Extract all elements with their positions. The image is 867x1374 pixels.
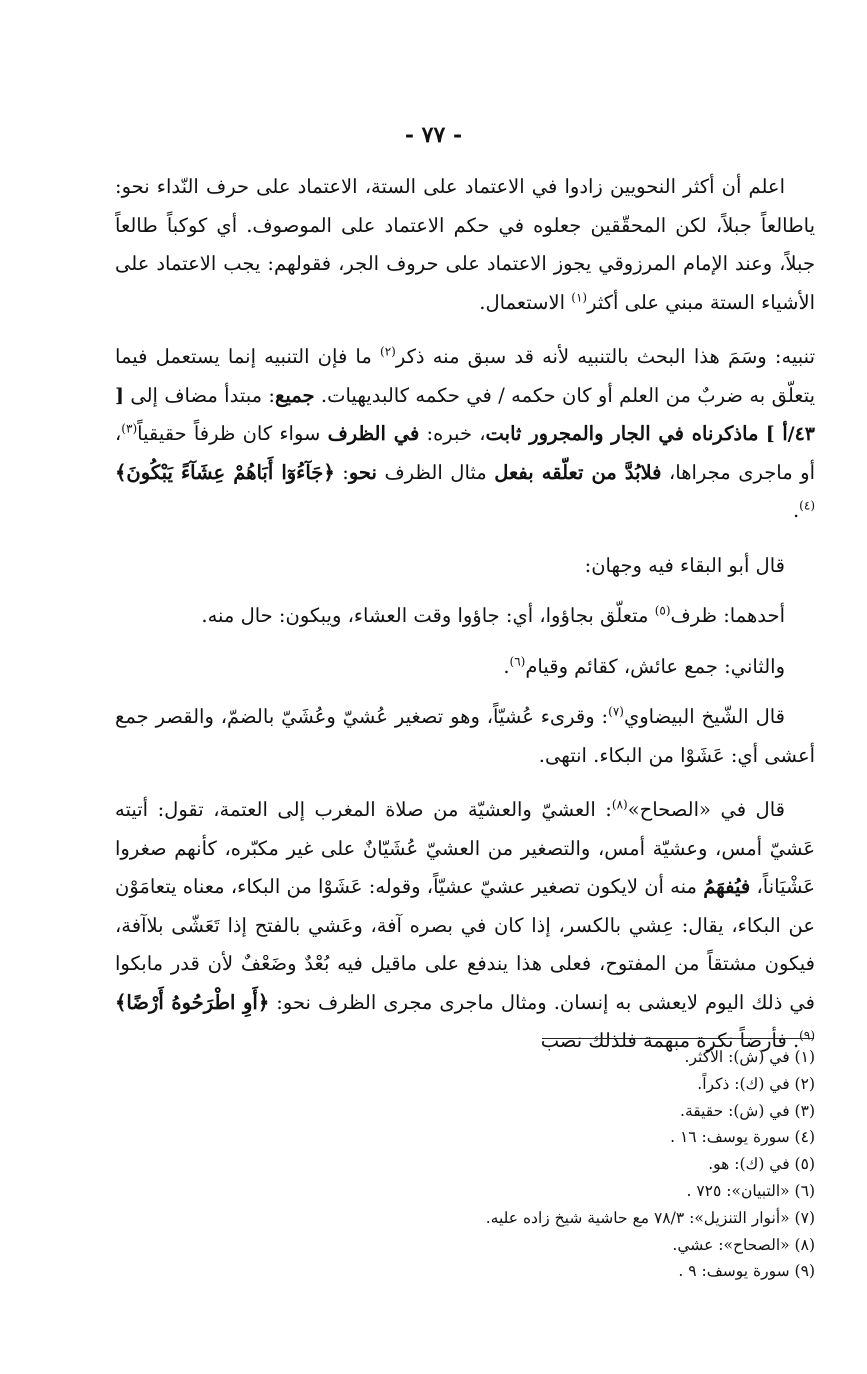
paragraph-6-text-b: : وقرىء عُشيّاً، وهو تصغير عُشيّ وعُشَيّ بالضمّ، والقصر جمع أعشى أي: عَشَوْا من البكاء. انتهى. [115,705,815,767]
footnote-2: (٢) في (ك): ذكراً. [697,1074,815,1093]
footnote-ref-7: (٧) [608,704,624,719]
footnote-5: (٥) في (ك): هو. [708,1155,815,1174]
paragraph-6-text-a: قال الشّيخ البيضاوي [623,705,786,728]
footnote-ref-3: (٣) [121,421,138,436]
footnote-ref-9: (٩) [799,1028,815,1043]
paragraph-2 [115,338,815,531]
main-text [115,168,815,1077]
footnote-ref-5: (٥) [654,603,671,618]
paragraph-2-text-c: : مبتدأ مضاف إلى [124,383,275,407]
footnote-ref-2: (٢) [380,344,396,359]
term-taalluq: فلابُدَّ من تعلّقه بفعل [494,460,662,484]
footnote-1: (١) في (ش): الأكثر. [684,1048,815,1066]
quran-verse-2: ﴿أَوِ اطْرَحُوهُ أَرْضًا﴾ [115,990,270,1014]
paragraph-2-text-f: ، أو ماجرى مجراها، [115,422,815,484]
term-zarf: في الظرف [327,422,420,445]
term-jar-majrur: ماذكرناه في الجار والمجرور ثابت [485,422,759,445]
paragraph-1 [115,168,815,322]
paragraph-1-end: الاستعمال. [479,290,572,314]
paragraph-7-text-d: . فأرضاً نكرة مبهمة فلذلك نصب [540,1029,800,1052]
paragraph-2-text-a: تنبيه: وسَمَ هذا البحث بالتنبيه لأنه قد سبق منه ذكر [395,345,815,368]
page-number: - ٧٧ - [404,122,463,148]
paragraph-4-text-b: متعلّق بجاؤوا، أي: جاؤوا وقت العشاء، ويبكون: حال منه. [201,604,655,627]
paragraph-1-text: اعلم أن أكثر النحويين زادوا في الاعتماد على الستة، الاعتماد على حرف النّداء نحو: ياطالعاً جبلاً، لكن المحقّقين جعلوه في حكم الاعتماد على الموصوف. أي كوكباً طالعاً جبلاً، وعند الإمام المرزوقي يجوز الاعتماد على حروف الجر، فقولهم: يجب الاعتماد على الأشياء الستة مبني على أكثر [115,175,815,314]
paragraph-2-text-g: مثال الظرف [376,460,495,484]
term-nahw: نحو [348,460,377,484]
paragraph-2-text-h: : [334,460,349,484]
footnote-ref-6: (٦) [509,654,526,668]
footnote-9: (٩) سورة يوسف: ٩ . [678,1262,815,1281]
footnote-ref-1: (١) [571,290,588,304]
paragraph-5 [115,648,815,687]
term-yufham: فيُفهَمُ [703,875,751,898]
footnote-ref-4: (٤) [799,498,815,513]
footnote-4: (٤) سورة يوسف: ١٦ . [670,1128,815,1147]
paragraph-7-text-a: قال في «الصحاح» [627,798,785,821]
paragraph-2-text-e: سواء كان ظرفاً حقيقياً [137,422,328,445]
footnote-8: (٨) «الصحاح»: عشي. [672,1235,815,1254]
paragraph-6 [115,698,815,775]
term-jami: جميع [274,383,315,407]
footnote-7: (٧) «أنوار التنزيل»: ٧٨/٣ مع حاشية شيخ زاده عليه. [485,1208,815,1227]
paragraph-5-text-b: . [503,654,510,678]
footnote-separator [542,1038,814,1039]
footnote-3: (٣) في (ش): حقيقة. [680,1101,815,1120]
paragraph-3: قال أبو البقاء فيه وجهان: [584,553,785,577]
paragraph-7-text-c: منه أن لايكون تصغير عشيّ عشيّاً، وقوله: عَشَوْا من البكاء، معناه يتعامَوْن عن البكاء، يقال: عِشي بالكسر، إذا كان في بصره آفة، وعَشي بالفتح إذا تَعَشّى بلاآفة، فيكون مشتقاً من المفتوح، فعلى هذا يندفع على ماقيل فيه بُعْدٌ وضَعْفٌ لأن قدر مابكوا في ذلك اليوم لايعشى به إنسان. ومثال ماجرى مجرى الظرف نحو: [115,875,815,1014]
paragraph-2-end: . [792,499,800,522]
paragraph-2-text-b: ما فإن التنبيه إنما يستعمل فيما يتعلّق به ضربٌ من العلم أو كان حكمه / في حكمه كالبديهيات. [115,345,816,407]
paragraph-7-text-b: : العشيّ والعشيّة من صلاة المغرب إلى العتمة، تقول: أتيته عَشيّ أمس، وعشيّة أمس، والتصغير من العشيّ عُشَيّانٌ على غير مكبّره، كأنهم صغروا عَشْيَاناً، [115,798,815,898]
paragraph-4-text-a: أحدهما: ظرف [670,604,785,627]
quran-verse-1: ﴿جَآءُوٓا أَبَاهُمْ عِشَآءً يَبْكُونَ﴾ [115,460,335,484]
folio-marker: [ ٤٣/أ ] [115,384,815,445]
paragraph-4 [115,597,815,636]
paragraph-5-text-a: والثاني: جمع عائش، كقائم وقيام [525,654,785,678]
footnotes [115,1044,815,1285]
footnote-6: (٦) «التبيان»: ٧٢٥ . [686,1181,815,1200]
paragraph-2-text-d: ، خبره: [419,422,486,445]
paragraph-7 [115,791,815,1061]
footnote-ref-8: (٨) [611,797,628,812]
